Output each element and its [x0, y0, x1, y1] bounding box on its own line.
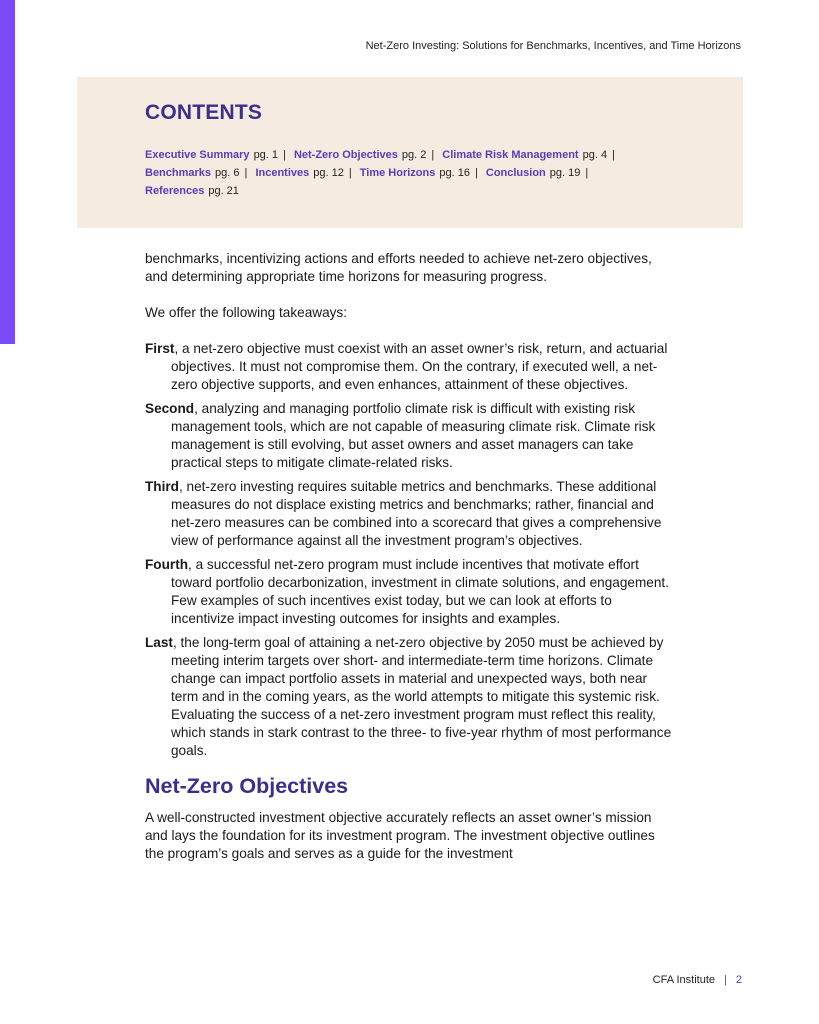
toc-item[interactable]	[486, 167, 580, 179]
footer-separator: |	[724, 974, 727, 986]
contents-panel	[77, 77, 743, 228]
takeaway-lead: Fourth	[145, 557, 189, 572]
toc-item[interactable]	[294, 149, 426, 161]
toc-separator: |	[612, 149, 615, 161]
takeaway-lead: Third	[145, 479, 179, 494]
takeaway-text: , a successful net-zero program must include incentives that motivate effort toward portfolio decarbonization, investment in climate solutions, and engagement. Few examples of such incentives exist today, but we can look at efforts to incentivize impact investing outcomes for insights and examples.	[171, 557, 669, 626]
toc-item[interactable]	[145, 167, 240, 179]
toc-separator: |	[585, 167, 589, 179]
toc-link[interactable]: Incentives	[255, 167, 310, 179]
toc-link[interactable]: Net-Zero Objectives	[293, 149, 398, 161]
toc-item[interactable]	[360, 167, 470, 179]
takeaway-lead: First	[145, 341, 175, 356]
takeaway-second	[145, 400, 675, 472]
side-accent-bar	[0, 0, 15, 344]
toc-link[interactable]: Climate Risk Management	[442, 149, 579, 161]
body-text	[145, 250, 675, 863]
takeaway-text: , net-zero investing requires suitable metrics and benchmarks. These additional measures do not displace existing metrics and benchmarks; rather, financial and net-zero measures can be combined into a scorecard that gives a comprehensive view of performance against all the investment program’s objectives.	[171, 479, 662, 548]
toc-item[interactable]	[145, 185, 239, 197]
takeaway-lead: Last	[145, 635, 173, 650]
takeaway-text: , the long-term goal of attaining a net-zero objective by 2050 must be achieved by meeting interim targets over short- and intermediate-term time horizons. Climate change can impact portfolio assets in material and unexpected ways, both near term and in the coming years, as the world attempts to mitigate this systemic risk. Evaluating the success of a net-zero investment program must reflect this reality, which stands in stark contrast to the three- to five-year rhythm of most performance goals.	[171, 635, 672, 758]
toc-separator: |	[474, 167, 478, 179]
toc-page: pg. 2	[401, 149, 427, 161]
takeaway-third	[145, 478, 675, 550]
takeaway-text: , a net-zero objective must coexist with an asset owner’s risk, return, and actuarial objectives. It must not compromise them. On the contrary, if executed well, a net-zero objective supports, and even enhances, attainment of these objectives.	[171, 341, 668, 392]
toc-item[interactable]	[442, 149, 607, 161]
toc-page: pg. 19	[549, 167, 581, 179]
takeaway-lead: Second	[145, 401, 195, 416]
toc-link[interactable]: References	[145, 185, 205, 197]
toc-page: pg. 21	[208, 185, 239, 197]
toc-link[interactable]: Time Horizons	[359, 167, 436, 179]
takeaway-text: , analyzing and managing portfolio climate risk is difficult with existing risk management tools, which are not capable of measuring climate risk. Climate risk management is still evolving, but asset owners and asset managers can take practical steps to mitigate climate-related risks.	[171, 401, 656, 470]
section-paragraph: A well-constructed investment objective accurately reflects an asset owner’s mission and lays the foundation for its investment program. The investment objective outlines the program’s goals and serves as a guide for the investment	[145, 810, 655, 861]
toc-link[interactable]: Executive Summary	[145, 149, 250, 161]
contents-title: CONTENTS	[145, 101, 263, 124]
toc-separator: |	[244, 167, 248, 179]
toc-link[interactable]: Benchmarks	[145, 167, 212, 179]
section-heading: Net-Zero Objectives	[145, 774, 349, 798]
contents-list	[145, 146, 665, 200]
page-number: 2	[735, 974, 742, 986]
toc-separator: |	[348, 167, 352, 179]
takeaway-fourth	[145, 556, 675, 628]
toc-page: pg. 16	[439, 167, 470, 179]
toc-page: pg. 12	[313, 167, 344, 179]
page-footer	[653, 974, 742, 986]
toc-page: pg. 6	[215, 167, 240, 179]
takeaway-first	[145, 340, 675, 394]
footer-publisher: CFA Institute	[652, 974, 716, 986]
toc-separator: |	[431, 149, 435, 161]
toc-item[interactable]	[145, 149, 278, 161]
takeaway-last	[145, 634, 675, 760]
takeaways-intro: We offer the following takeaways:	[145, 305, 348, 320]
paragraph-continued: benchmarks, incentivizing actions and efforts needed to achieve net-zero objectives, and determining appropriate time horizons for measuring progress.	[145, 251, 652, 284]
toc-page: pg. 4	[582, 149, 608, 161]
running-header: Net-Zero Investing: Solutions for Benchmarks, Incentives, and Time Horizons	[365, 40, 741, 52]
toc-item[interactable]	[255, 167, 343, 179]
toc-separator: |	[283, 149, 286, 161]
toc-page: pg. 1	[253, 149, 279, 161]
toc-link[interactable]: Conclusion	[485, 167, 546, 179]
